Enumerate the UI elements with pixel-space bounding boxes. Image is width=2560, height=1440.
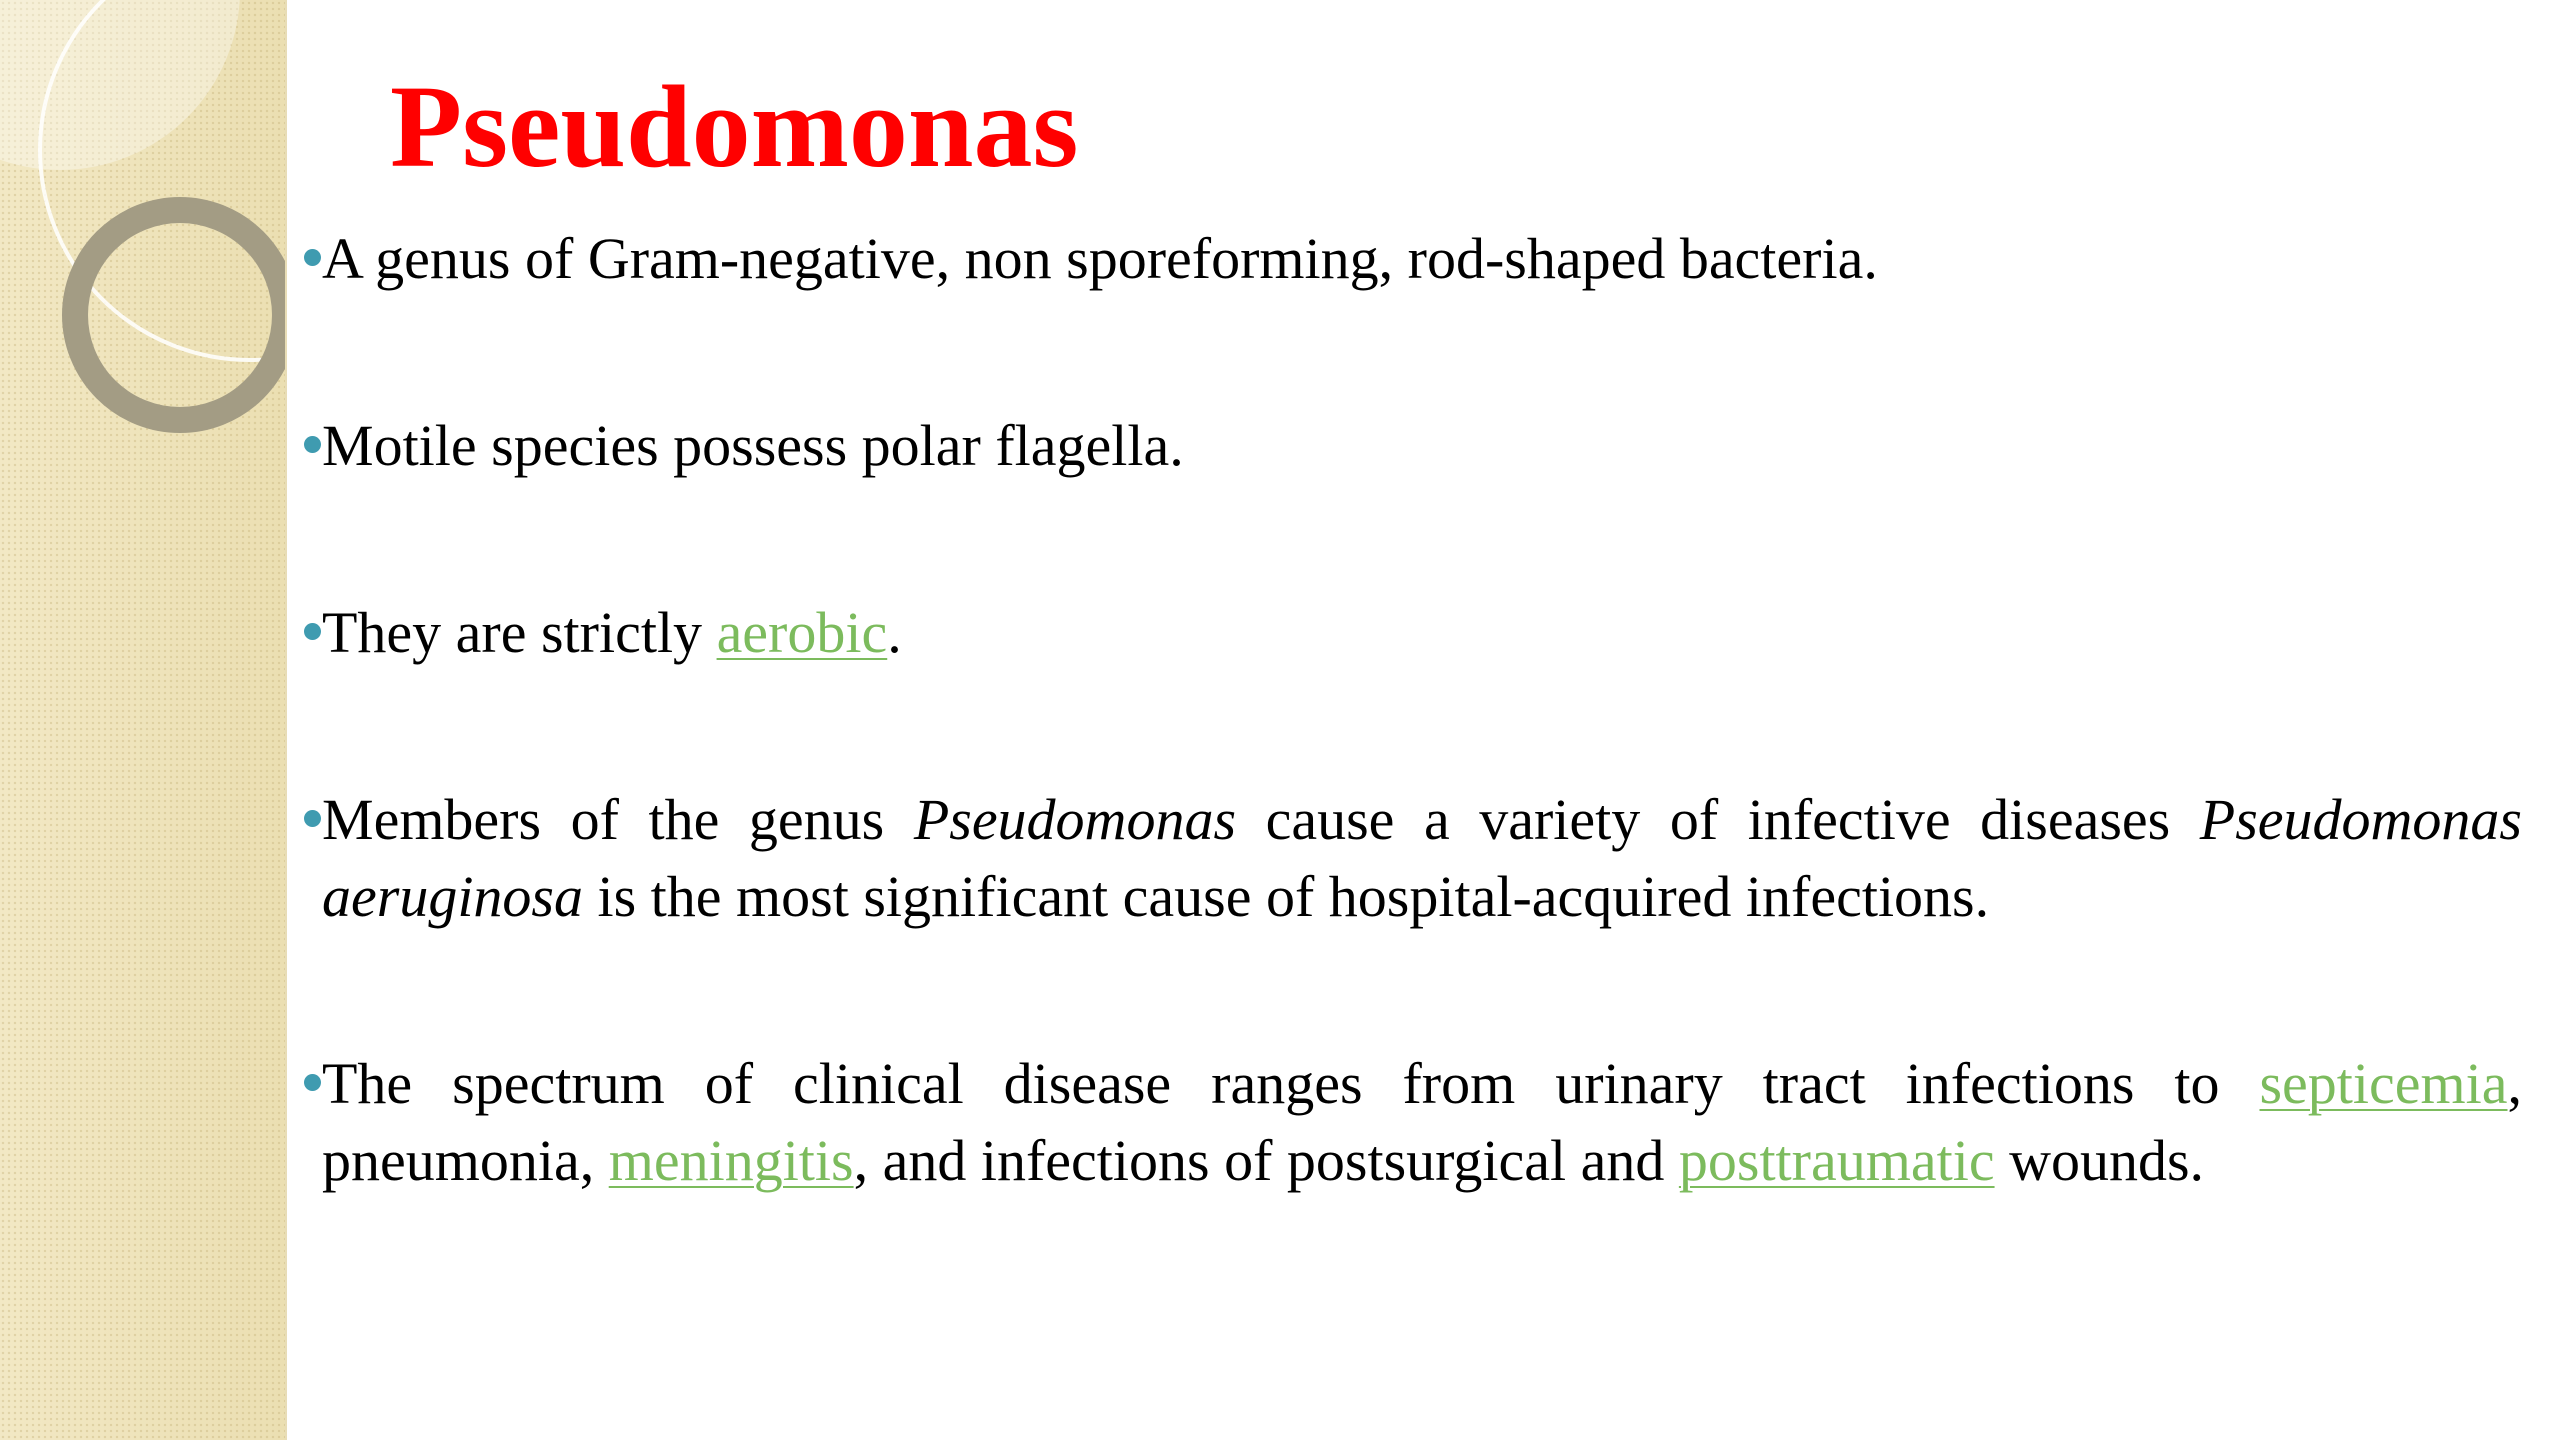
bullet-item — [300, 594, 2522, 671]
bullet-text: A genus of Gram-negative, non sporeforming, rod-shaped bacteria. — [322, 226, 1878, 291]
aerobic-link[interactable]: aerobic — [716, 600, 888, 665]
bullet-text: , pneumonia, — [322, 1051, 2522, 1193]
bullet-item — [300, 1045, 2522, 1199]
bullet-dot-icon — [304, 623, 321, 640]
decorative-rings — [0, 0, 285, 520]
bullet-item — [300, 220, 2522, 297]
bullet-text: cause a variety of infective diseases — [1236, 787, 2200, 852]
genus-name-italic: Pseudomonas — [913, 787, 1237, 852]
bullet-item — [300, 407, 2522, 484]
bullet-list — [300, 220, 2522, 1309]
slide-title: Pseudomonas — [390, 61, 1079, 192]
bullet-dot-icon — [304, 1074, 321, 1091]
bullet-text: The spectrum of clinical disease ranges from urinary tract infections to — [322, 1051, 2260, 1116]
bullet-text: wounds. — [1994, 1128, 2205, 1193]
bullet-dot-icon — [304, 810, 321, 827]
meningitis-link[interactable]: meningitis — [608, 1128, 854, 1193]
posttraumatic-link[interactable]: posttraumatic — [1678, 1128, 1995, 1193]
septicemia-link[interactable]: septicemia — [2259, 1051, 2508, 1116]
bullet-dot-icon — [304, 249, 321, 266]
species-name-italic: Pseudomonas aeruginosa — [322, 787, 2522, 929]
bullet-text: , and infections of postsurgical and — [853, 1128, 1679, 1193]
bullet-text: is the most significant cause of hospital-acquired infections. — [583, 864, 1990, 929]
bullet-text: They are strictly — [322, 600, 717, 665]
bullet-text: . — [887, 600, 902, 665]
bullet-item — [300, 781, 2522, 935]
bullet-dot-icon — [304, 436, 321, 453]
bullet-text: Members of the genus — [322, 787, 914, 852]
bullet-text: Motile species possess polar flagella. — [322, 413, 1184, 478]
